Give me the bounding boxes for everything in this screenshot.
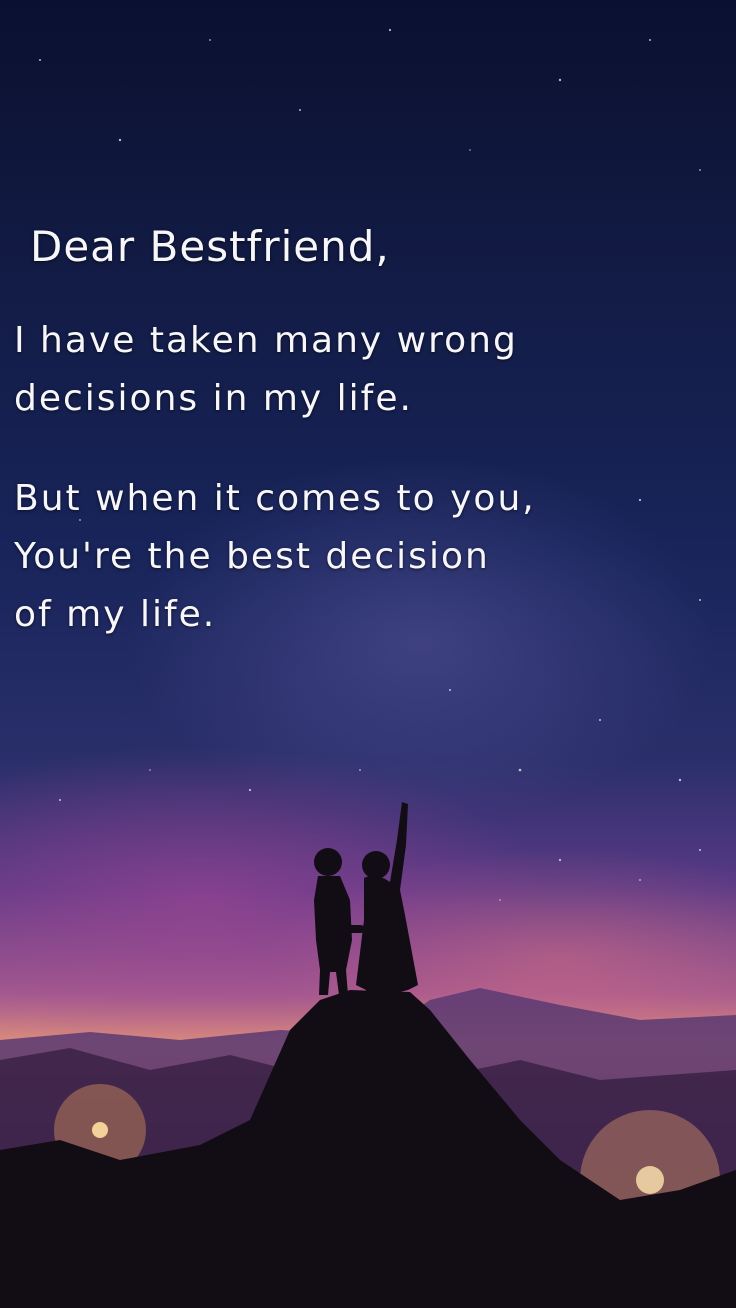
greeting: Dear Bestfriend, (30, 222, 390, 271)
text-line: But when it comes to you, (14, 478, 536, 519)
paragraph-best-decision (14, 470, 724, 644)
paragraph-wrong-decisions (14, 312, 724, 428)
text-line: of my life. (14, 594, 217, 635)
text-line: I have taken many wrong (14, 320, 518, 361)
text-line: decisions in my life. (14, 378, 413, 419)
children-silhouettes (314, 802, 418, 1000)
quote-text (14, 212, 724, 644)
text-line: You're the best decision (14, 536, 490, 577)
